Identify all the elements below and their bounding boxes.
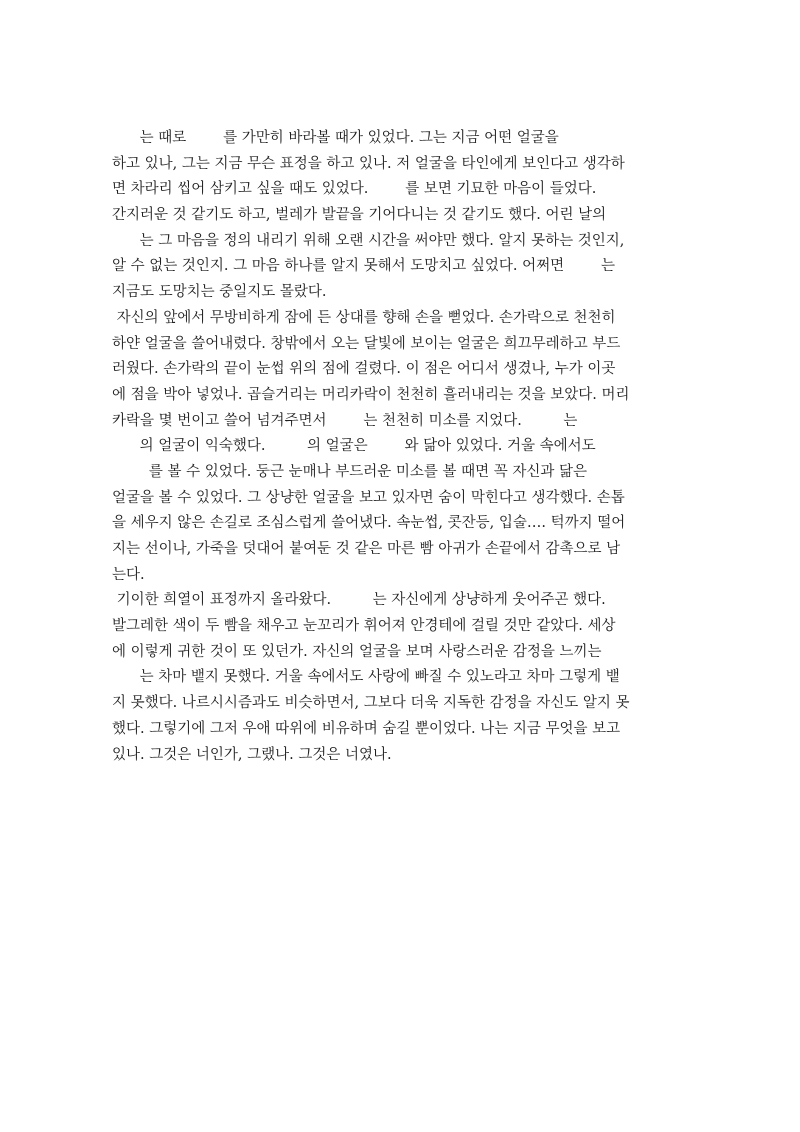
text-line: 러웠다. 손가락의 끝이 눈썹 위의 점에 걸렸다. 이 점은 어디서 생겼나, 누가 이곳 [112,361,616,378]
text-line: 지는 선이나, 가죽을 덧대어 붙여둔 것 같은 마른 빰 아귀가 손끝에서 감촉으로 남 [112,541,621,557]
text-line: 하고 있나, 그는 지금 무슨 표정을 하고 있나. 저 얼굴을 타인에게 보인다고 생각하 [112,155,625,172]
text-line: 의 얼굴이 익숙했다. 의 얼굴은 와 닮아 있었다. 거울 속에서도 [112,438,596,455]
text-line: 카락을 몇 번이고 쓸어 넘겨주면서 는 천천히 미소를 지었다. 는 [112,412,578,429]
text-line: 는 때로 를 가만히 바라볼 때가 있었다. 그는 지금 어떤 얼굴을 [112,130,559,146]
text-line: 지 못했다. 나르시시즘과도 비슷하면서, 그보다 더욱 지독한 감정을 자신도 알지 못 [112,695,630,712]
text-line: 발그레한 색이 두 빰을 채우고 눈꼬리가 휘어져 안경테에 걸릴 것만 같았다. 세상 [112,618,616,635]
text-line: 을 세우지 않은 손길로 조심스럽게 쓸어냈다. 속눈썹, 콧잔등, 입술…. 턱까지 떨어 [112,515,626,532]
text-line: 있나. 그것은 너인가, 그랬나. 그것은 너였나. [112,746,392,763]
text-line: 간지러운 것 같기도 하고, 벌레가 발끝을 기어다니는 것 같기도 했다. 어린 날의 [112,207,607,224]
text-line: 에 점을 박아 넣었나. 곱슬거리는 머리카락이 천천히 흘러내리는 것을 보았다. 머리 [112,386,630,403]
text-line: 기이한 희열이 표정까지 올라왔다. 는 자신에게 상냥하게 웃어주곤 했다. [112,592,606,609]
text-line: 자신의 앞에서 무방비하게 잠에 든 상대를 향해 손을 뻗었다. 손가락으로 천천히 [112,309,616,326]
text-line: 를 볼 수 있었다. 둥근 눈매나 부드러운 미소를 볼 때면 꼭 자신과 닮은 [112,463,587,480]
text-line: 하얀 얼굴을 쓸어내렸다. 창밖에서 오는 달빛에 보이는 얼굴은 희끄무레하고 부드 [112,335,621,352]
text-line: 얼굴을 볼 수 있었다. 그 상냥한 얼굴을 보고 있자면 숨이 막힌다고 생각했다. 손톱 [112,489,625,506]
text-line: 는 그 마음을 정의 내리기 위해 오랜 시간을 써야만 했다. 알지 못하는 것인지, [112,232,625,249]
body-text [112,126,694,768]
text-line: 는 차마 뱉지 못했다. 거울 속에서도 사랑에 빠질 수 있노라고 차마 그렇게 뱉 [112,669,620,686]
text-line: 에 이렇게 귀한 것이 또 있던가. 자신의 얼굴을 보며 사랑스러운 감정을 느끼는 [112,643,602,660]
text-line: 했다. 그렇기에 그저 우애 따위에 비유하며 숨길 뿐이었다. 나는 지금 무엇을 보고 [112,720,621,737]
text-line: 지금도 도망치는 중일지도 몰랐다. [112,284,327,301]
text-line: 는다. [112,566,145,583]
text-line: 면 차라리 씹어 삼키고 싶을 때도 있었다. 를 보면 기묘한 마음이 들었다. [112,181,597,198]
text-line: 알 수 없는 것인지. 그 마음 하나를 알지 못해서 도망치고 싶었다. 어쩌면 는 [112,258,615,275]
